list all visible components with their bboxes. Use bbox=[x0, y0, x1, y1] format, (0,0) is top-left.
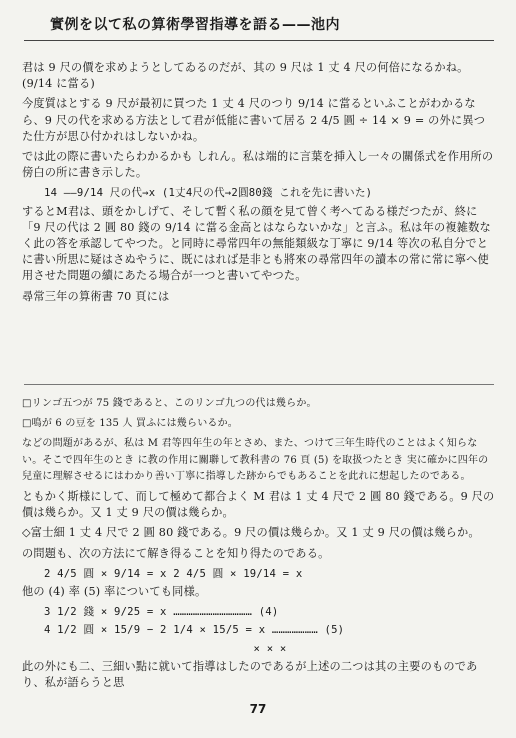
paragraph: □鳴が 6 の豆を 135 人 買ふには幾らいるか。 bbox=[22, 418, 238, 430]
paragraph: 此の外にも二、三細い點に就いて指導はしたのであるが上述の二つは其の主要のものであり、私が語らうと思 bbox=[22, 659, 478, 690]
top-section bbox=[22, 60, 496, 309]
paragraph: などの問題があるが、私は M 君等四年生の年とさめ、また、つけて三年生時代のことはよく知らない。そこで四年生のとき に教の作用に關聯して教科書の 76 頁 (5) を取扱つたとき 実に確かに四年の兒童に理解させるにはわかり善い丁寧に指導した跡からでもあることを此れに想起したのである。 bbox=[22, 438, 489, 482]
section-break: × × × bbox=[253, 642, 287, 655]
paragraph: 今度質はとする 9 尺が最初に買つた 1 丈 4 尺のつり 9/14 に當るといふことがわかるなら、9 尺の代を求める方法として君が低能に書いて居る 2 4/5 圓 ÷ 14 × 9 = の外に異つた仕方が思ひ付かれはしないかね。 bbox=[22, 97, 486, 143]
paragraph: 他の (4) 率 (5) 率についても同様。 bbox=[22, 585, 207, 599]
page-number: 77 bbox=[249, 702, 267, 716]
paragraph: □リンゴ五つが 75 錢であると、このリンゴ九つの代は幾らか。 bbox=[22, 398, 317, 409]
paragraph: 尋常三年の算術書 70 頁には bbox=[22, 289, 170, 303]
paragraph: 君は 9 尺の價を求めようとしてゐるのだが、其の 9 尺は 1 丈 4 尺の何倍になるかね。(9/14 に當る) bbox=[22, 61, 469, 91]
equation: 2 4/5 圓 × 9/14 = x 2 4/5 圓 × 19/14 = x bbox=[44, 567, 303, 580]
paragraph: ◇富士細 1 丈 4 尺で 2 圓 80 錢である。9 尺の價は幾らか。又 1 丈 9 尺の價は幾らか。 bbox=[22, 526, 480, 540]
paragraph: では此の際に書いたらわかるかも しれん。私は端的に言葉を挿入し一々の關係式を作用所の傍白の所に書き示した。 bbox=[22, 150, 494, 180]
running-header: 實例を以て私の算術學習指導を語る——池内 bbox=[50, 17, 340, 33]
equation: 4 1/2 圓 × 15/9 − 2 1/4 × 15/5 = x ………………… (5) bbox=[44, 624, 345, 637]
paragraph: の問題も、次の方法にて解き得ることを知り得たのである。 bbox=[22, 546, 330, 560]
paragraph: するとM君は、頭をかしげて、そして暫く私の顔を見て曾く考へてゐる様だつたが、終に「9 尺の代は 2 圓 80 錢の 9/14 に當る金高とはならないかな」と言ふ。私は年の複雑数なく此の答を承認してやつた。と同時に尋常四年の無能類級な丁寧に 9/14 等次の私自分でとに書い所思に疑はさぬやうに、既にはれば是非とも將來の尋常四年の讀本の常に常に寧へ使用させた問題の續にあたる場合が一つと書いてやつた。 bbox=[22, 204, 491, 283]
bottom-section bbox=[22, 396, 496, 695]
paragraph: ともかく斯様にして、而して極めて都合よく M 君は 1 丈 4 尺で 2 圓 80 錢である。9 尺の價は幾らか。又 1 丈 9 尺の價は幾らか。 bbox=[22, 490, 495, 520]
equation: 3 1/2 錢 × 9/25 = x ……………………………… (4) bbox=[44, 606, 279, 619]
section-divider bbox=[24, 384, 494, 385]
formula-line: 14 ——9/14 尺の代→x (1丈4尺の代→2圓80錢 これを先に書いた) bbox=[44, 187, 373, 200]
header-rule bbox=[24, 40, 494, 41]
